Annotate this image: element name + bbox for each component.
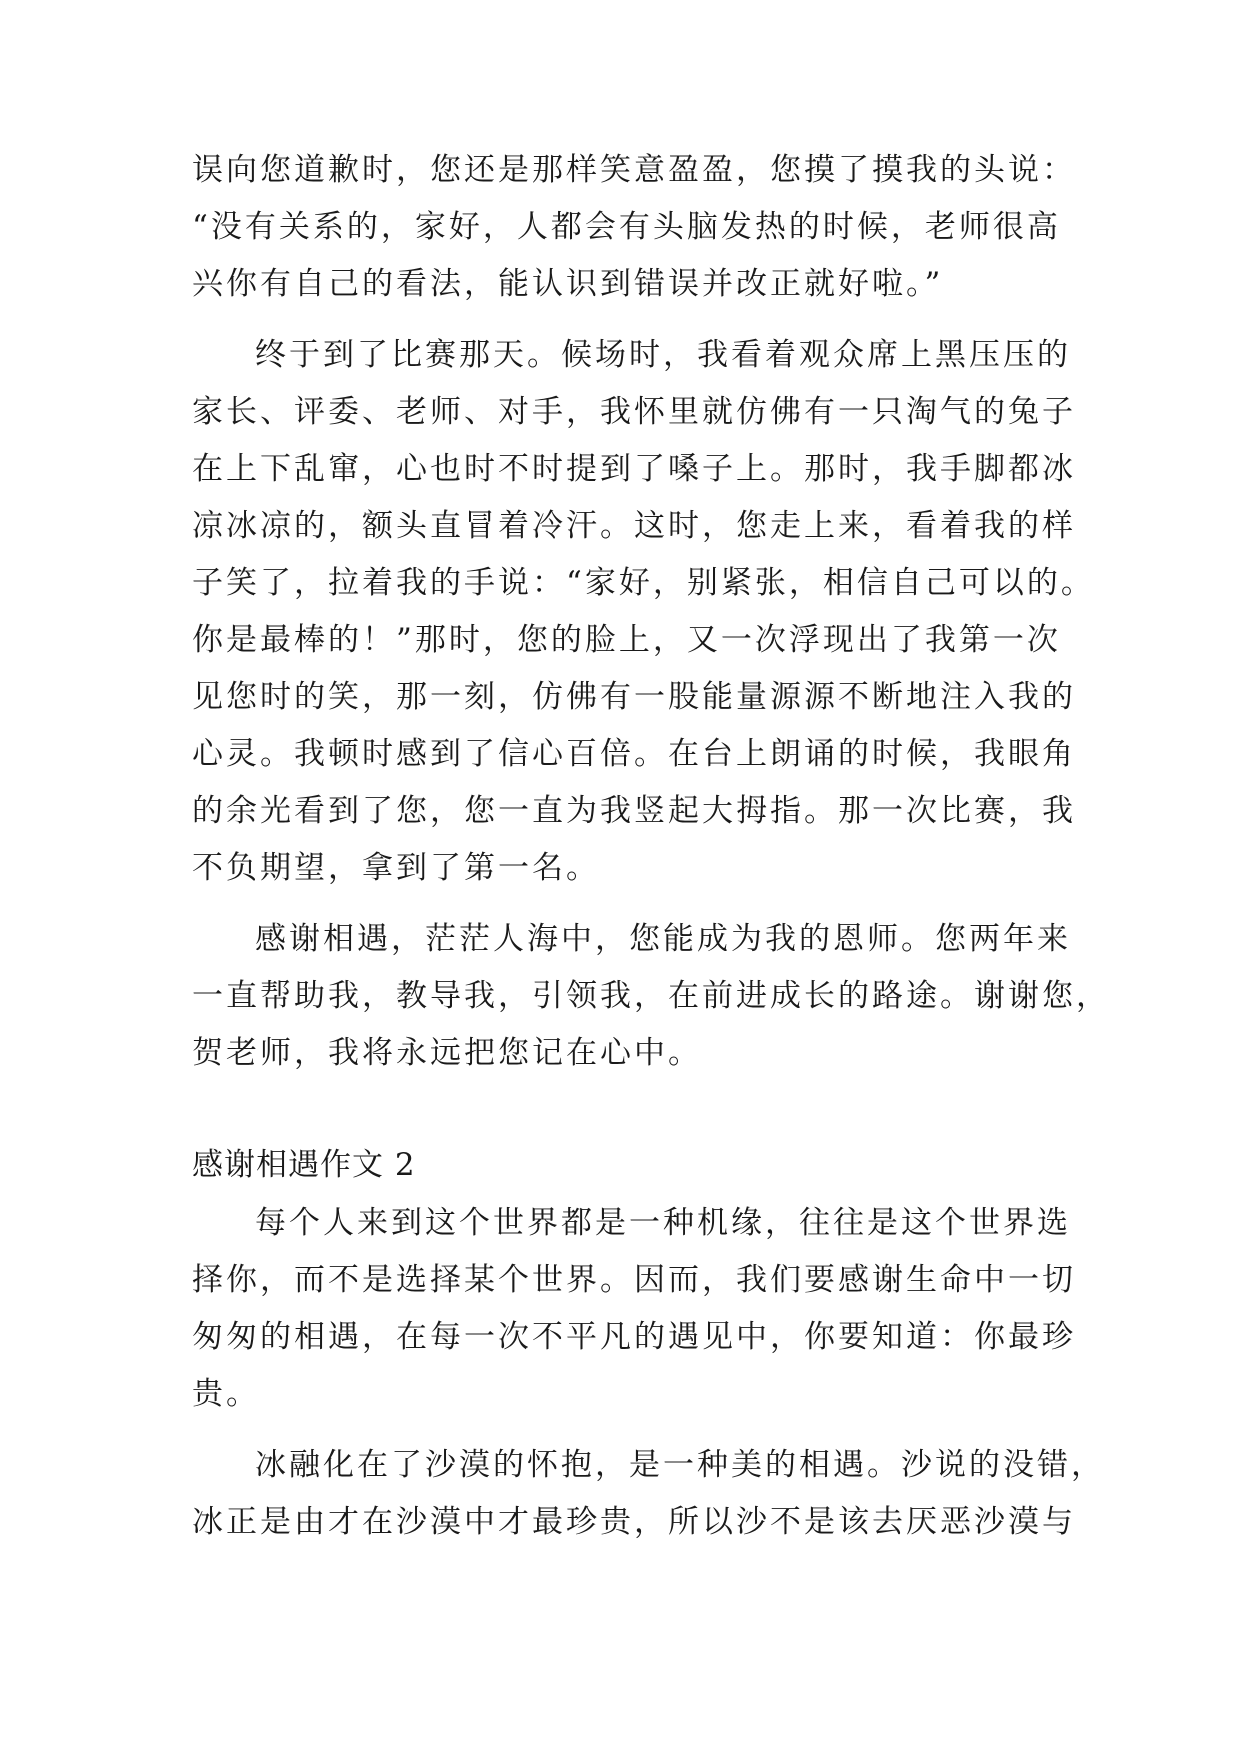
text-line: 子笑了，拉着我的手说：“家好，别紧张，相信自己可以的。 [192,565,1095,601]
text-line: 的余光看到了您，您一直为我竖起大拇指。那一次比赛，我 [192,793,1076,829]
paragraph-first-line: 每个人来到这个世界都是一种机缘，往往是这个世界选 [255,1205,1071,1241]
text-line: 误向您道歉时，您还是那样笑意盈盈，您摸了摸我的头说： [192,152,1076,188]
text-line: 一直帮助我，教导我，引领我，在前进成长的路途。谢谢您， [192,978,1110,1014]
paragraph-first-line: 感谢相遇，茫茫人海中，您能成为我的恩师。您两年来 [255,921,1071,957]
text-line: 心灵。我顿时感到了信心百倍。在台上朗诵的时候，我眼角 [192,736,1076,772]
text-line: 在上下乱窜，心也时不时提到了嗓子上。那时，我手脚都冰 [192,451,1076,487]
text-line: “没有关系的，家好，人都会有头脑发热的时候，老师很高 [192,209,1061,245]
text-line: 匆匆的相遇，在每一次不平凡的遇见中，你要知道：你最珍 [192,1319,1076,1355]
text-line: 贵。 [192,1376,260,1412]
section-heading: 感谢相遇作文 2 [192,1147,416,1183]
text-line: 不负期望，拿到了第一名。 [192,850,600,886]
text-line: 见您时的笑，那一刻，仿佛有一股能量源源不断地注入我的 [192,679,1076,715]
paragraph-first-line: 冰融化在了沙漠的怀抱，是一种美的相遇。沙说的没错， [255,1447,1105,1483]
text-line: 你是最棒的！”那时，您的脸上，又一次浮现出了我第一次 [192,622,1061,658]
text-line: 家长、评委、老师、对手，我怀里就仿佛有一只淘气的兔子 [192,394,1076,430]
text-line: 贺老师，我将永远把您记在心中。 [192,1035,702,1071]
paragraph-first-line: 终于到了比赛那天。候场时，我看着观众席上黑压压的 [255,337,1071,373]
text-line: 冰正是由才在沙漠中才最珍贵，所以沙不是该去厌恶沙漠与 [192,1504,1076,1540]
text-line: 择你，而不是选择某个世界。因而，我们要感谢生命中一切 [192,1262,1076,1298]
text-line: 凉冰凉的，额头直冒着冷汗。这时，您走上来，看着我的样 [192,508,1076,544]
text-line: 兴你有自己的看法，能认识到错误并改正就好啦。” [192,266,944,302]
